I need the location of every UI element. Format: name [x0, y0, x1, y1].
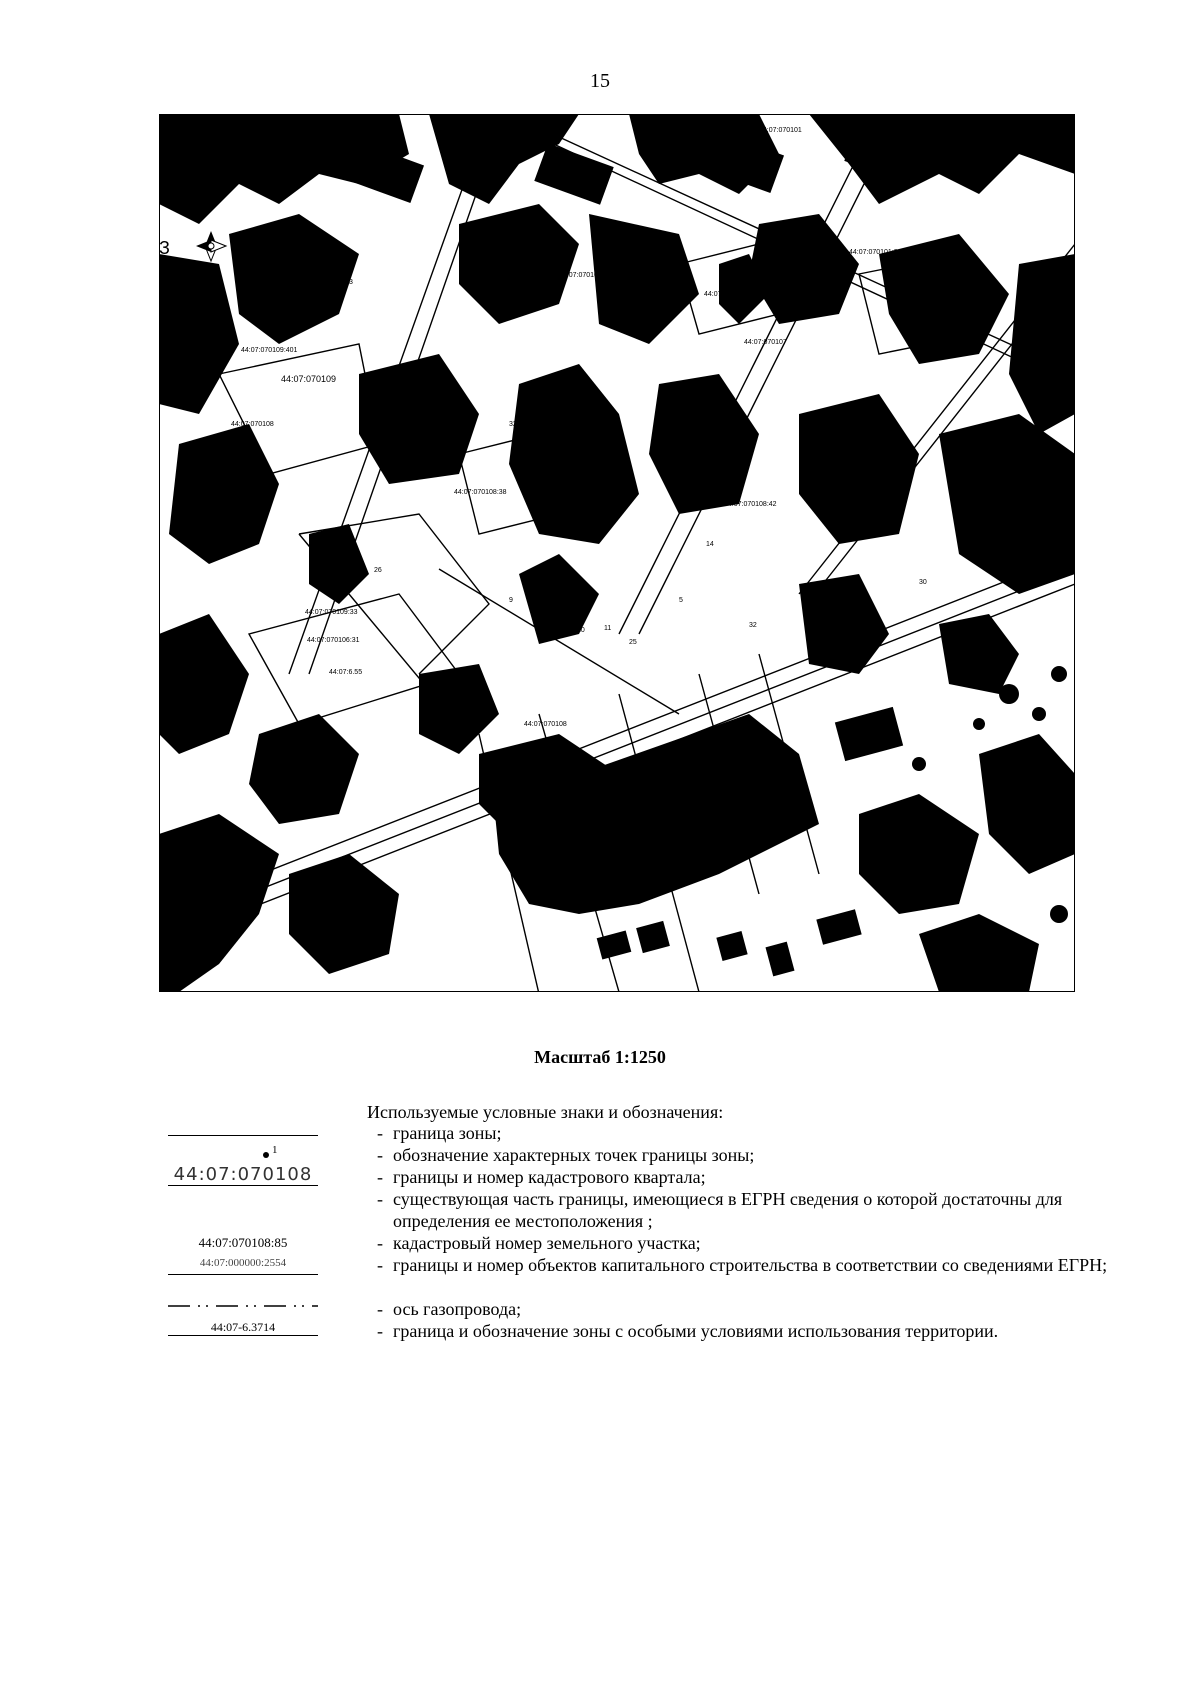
legend-symbol-quarter	[168, 1166, 318, 1188]
legend-symbol-special-zone	[168, 1320, 318, 1342]
legend-symbol-plot	[168, 1232, 318, 1254]
map-label: 26	[374, 567, 382, 574]
point-dot-icon	[263, 1152, 269, 1158]
special-zone-number: 44:07-6.3714	[168, 1320, 318, 1336]
legend-desc: - ось газопровода;	[377, 1299, 522, 1319]
gas-pipeline-line	[168, 1298, 318, 1320]
compass-icon	[196, 231, 226, 261]
legend-desc: - граница и обозначение зоны с особыми условиями использования территории.	[377, 1321, 999, 1341]
map-label: 31	[856, 591, 864, 598]
map-label: 11	[604, 625, 612, 632]
legend-row	[150, 1122, 1150, 1144]
construction-number: 44:07:000000:2554	[199, 1257, 287, 1269]
legend-title: Используемые условные знаки и обозначения:	[367, 1102, 724, 1122]
legend-symbol-construction	[168, 1254, 318, 1276]
scale-caption: Масштаб 1:1250	[534, 1047, 666, 1067]
legend-row	[150, 1232, 1150, 1254]
map-label: 44:07:070101:310	[849, 249, 906, 256]
map-label: 44:07:070107	[744, 339, 787, 346]
map-svg	[159, 114, 1075, 992]
legend-row	[150, 1298, 1150, 1320]
legend-symbol-point	[168, 1144, 318, 1166]
map-label: 44:07:070109:401	[241, 347, 298, 354]
map-label: 44:07:070109	[281, 374, 337, 384]
map-label: 44:07:070101	[759, 127, 802, 134]
map-label: 44:07:070108	[524, 721, 567, 728]
legend-row	[150, 1254, 1150, 1298]
legend-symbol-existing-boundary	[168, 1188, 318, 1210]
point-number: 1	[272, 1144, 278, 1156]
legend-row	[150, 1166, 1150, 1188]
map-label: 30	[919, 579, 927, 586]
map-label: 44:07:070108:38	[454, 489, 507, 496]
plot-number: 44:07:070108:85	[198, 1235, 288, 1250]
map-label: 44:07:070108	[231, 421, 274, 428]
map-label: 14	[706, 541, 714, 548]
compass-label: З	[159, 238, 170, 258]
map-label: 44:07:070108:31	[559, 272, 612, 279]
map-label: 10	[577, 627, 585, 634]
legend-desc: - границы и номер кадастрового квартала;	[377, 1167, 706, 1187]
legend-row	[150, 1144, 1150, 1166]
legend-desc: - обозначение характерных точек границы зоны;	[377, 1145, 755, 1165]
legend-desc: - граница зоны;	[377, 1123, 502, 1143]
quarter-number: 44:07:070108	[168, 1164, 318, 1186]
map-label: 44:07:6.55	[329, 669, 363, 676]
aerial-map	[159, 114, 1075, 992]
legend-desc: - границы и номер объектов капитального строительства в соответствии со сведениями ЕГРН;	[377, 1255, 1108, 1275]
legend-desc: - существующая часть границы, имеющиеся в ЕГРН сведения о которой достаточны для определения ее местоположения ;	[377, 1189, 1063, 1231]
legend-symbol-gas-pipeline	[168, 1298, 318, 1320]
construction-line	[168, 1274, 318, 1275]
map-label: 44:07:070109:33	[305, 609, 358, 616]
map-label: 44:07:000000	[1019, 494, 1062, 501]
map-label: 32	[749, 622, 757, 629]
map-label: 44:07:070108:32	[704, 291, 757, 298]
legend	[150, 1122, 1150, 1342]
legend-symbol-zone-boundary	[168, 1122, 318, 1144]
map-label: 44:07:070108:42	[724, 501, 777, 508]
map-label: 9	[509, 597, 513, 604]
legend-desc: - кадастровый номер земельного участка;	[377, 1233, 701, 1253]
legend-row	[150, 1320, 1150, 1342]
map-label: 3	[349, 279, 353, 286]
legend-row	[150, 1188, 1150, 1232]
map-label: 320	[509, 421, 521, 428]
zone-boundary-line	[168, 1135, 318, 1136]
map-label: 25	[629, 639, 637, 646]
map-label: 44:07:070106:31	[307, 637, 360, 644]
map-label: 5	[679, 597, 683, 604]
page-number: 15	[590, 70, 610, 92]
